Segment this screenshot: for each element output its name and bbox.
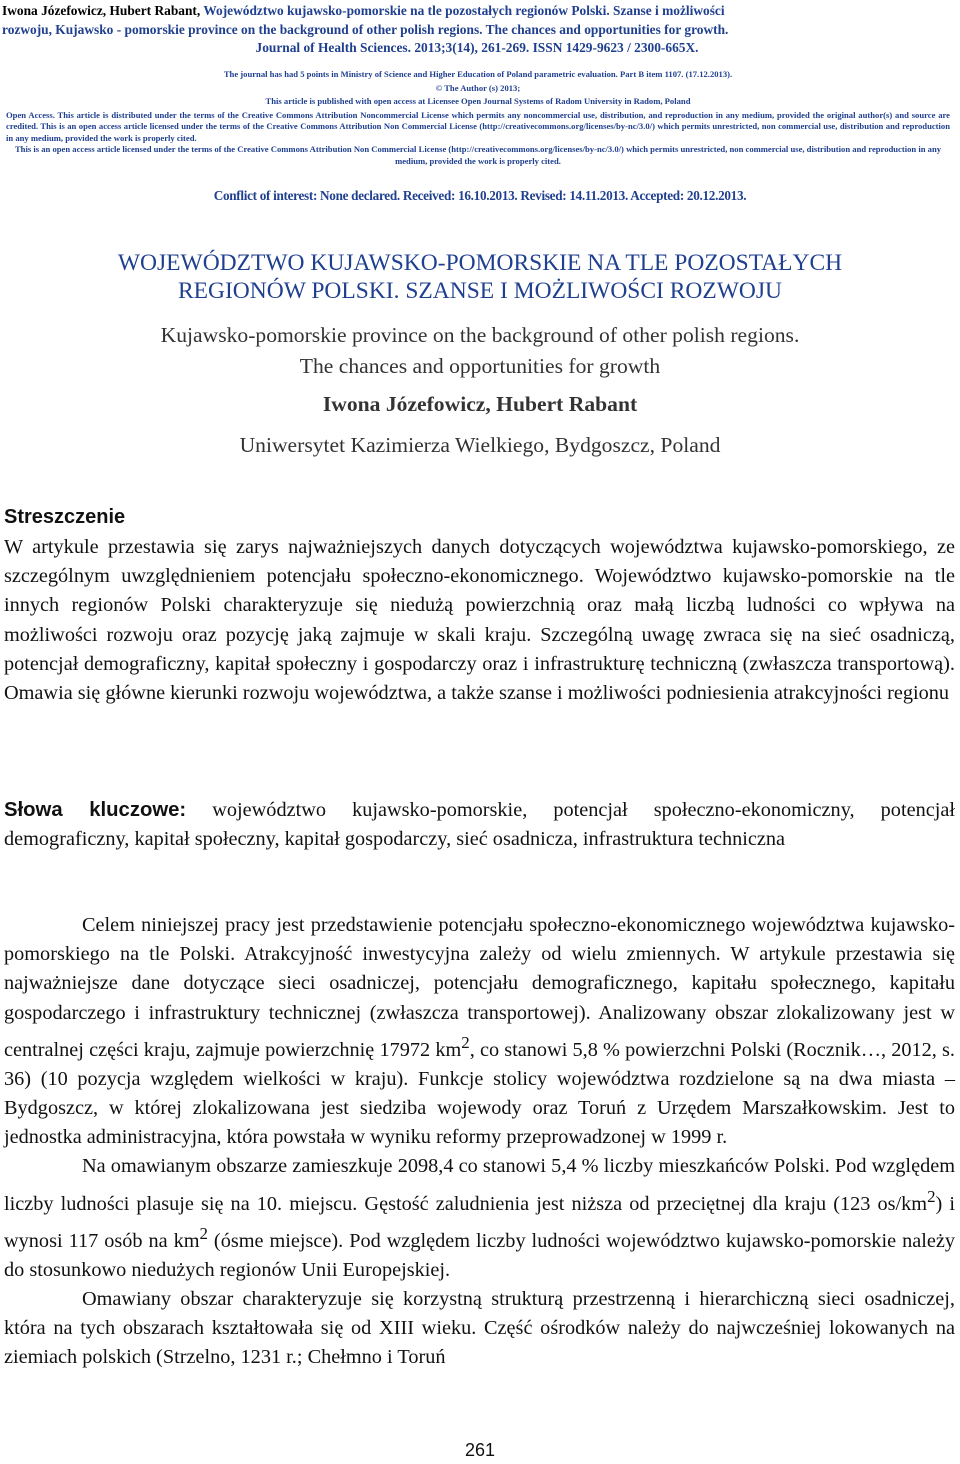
abstract-paragraph: W artykule przestawia się zarys najważniejszych danych dotyczących województwa kujawsko-pomorskiego, ze szczególnym uwzględnieniem potencjału społeczno-ekonomicznego. Województwo kujawsko-pomorskie na tle innych regionów Polski charakteryzuje się niedużą powierzchnią oraz małą liczbą ludności co wpływa na możliwości rozwoju oraz pozycję jaką zajmuje w skali kraju. Szczególną uwagę zwraca się na sieć osadniczą, potencjał demograficzny, kapitał społeczny i gospodarczy oraz i infrastrukturę techniczną (zwłaszcza transportową). Omawia się główne kierunki rozwoju województwa, a także szanse i możliwości podniesienia atrakcyjności regionu xyxy=(4,536,955,705)
citation-header xyxy=(2,2,952,58)
paragraph-2-part-a: Na omawianym obszarze zamieszkuje 2098,4 co stanowi 5,4 % liczby mieszkańców Polski. Pod względem liczby ludności plasuje się na 10. miejscu. Gęstość zaludnienia jest niższa od przeciętnej dla kraju (123 os/km xyxy=(4,1155,955,1215)
open-access-note: Open Access. This article is distributed under the terms of the Creative Commons Attribution Noncommercial License which permits any noncommercial use, distribution, and reproduction in any medium, provided the original author(s) and source are credited. This is an open access article licensed under the terms of the Creative Commons Attribution Non Commercial License (http://creativecommons.org/licenses/by-nc/3.0/) which permits unrestricted, non commercial use, distribution and reproduction in any medium, provided the work is properly cited. xyxy=(6,109,950,143)
author-names: Iwona Józefowicz, Hubert Rabant xyxy=(322,392,638,416)
superscript: 2 xyxy=(927,1186,936,1206)
abstract-text xyxy=(4,533,955,708)
citation-title-part: Województwo kujawsko-pomorskie na tle pozostałych regionów Polski. Szanse i możliwości xyxy=(200,3,725,18)
open-access-note-2: This is an open access article licensed under the terms of the Creative Commons Attribution Non Commercial License (http://creativecommons.org/licenses/by-nc/3.0/) which permits unrestricted, non commercial use, distribution and reproduction in any medium, provided the work is properly cited. xyxy=(14,144,942,166)
keywords-block xyxy=(4,796,955,854)
citation-line-1 xyxy=(2,2,952,21)
keywords-label: Słowa kluczowe: xyxy=(4,799,187,821)
paragraph-1-part-a: Celem niniejszej pracy jest przedstawienie potencjału społeczno-ekonomicznego województwa kujawsko-pomorskiego na tle Polski. Atrakcyjność inwestycyjna zależy od wielu zmiennych. W artykule przestawia się najważniejsze dane dotyczące sieci osadniczej, potencjału demograficznego, kapitału społecznego, kapitału gospodarczego i infrastruktury technicznej (zwłaszcza transportowej). Analizowany obszar zlokalizowany jest w centralnej części kraju, zajmuje powierzchnię 17972 km xyxy=(4,914,955,1061)
points-note: The journal has had 5 points in Ministry of Science and Higher Education of Poland parametric evaluation. Part B item 1107. (17.12.2013). xyxy=(223,69,733,79)
english-subtitle xyxy=(0,320,960,382)
paragraph-3: Omawiany obszar charakteryzuje się korzystną strukturą przestrzenną i hierarchiczną sieci osadniczej, która na tych obszarach kształtowała się od XIII wieku. Część ośrodków należy do najwcześniej lokowanych na ziemiach polskich (Strzelno, 1231 r.; Chełmno i Toruń xyxy=(4,1287,955,1369)
main-text xyxy=(4,911,955,1372)
subtitle-line-2: The chances and opportunities for growth xyxy=(299,354,661,378)
paragraph-1-part-b: , co stanowi 5,8 % powierzchni Polski (Rocznik…, 2012, s. 36) (10 pozycja względem wielkości w kraju). Funkcje stolicy województwa rozdzielone są na dwa miasta – Bydgoszcz, w której zlokalizowana jest siedziba wojewody oraz Toruń z Urzędem Marszałkowskim. Jest to jednostka administracyjna, która powstała w wyniku reformy przeprowadzonej w 1999 r. xyxy=(4,1038,955,1149)
affiliation: Uniwersytet Kazimierza Wielkiego, Bydgoszcz, Poland xyxy=(239,433,721,457)
citation-line-2: rozwoju, Kujawsko - pomorskie province on the background of other polish regions. The chances and opportunities for growth. xyxy=(2,21,729,37)
superscript: 2 xyxy=(199,1223,208,1243)
superscript: 2 xyxy=(461,1032,470,1052)
abstract-heading: Streszczenie xyxy=(4,506,126,528)
conflict-dates: Conflict of interest: None declared. Received: 16.10.2013. Revised: 14.11.2013. Accepted: 20.12.2013. xyxy=(213,188,747,203)
citation-line-3: Journal of Health Sciences. 2013;3(14), 261-269. ISSN 1429-9623 / 2300-665X. xyxy=(255,40,699,55)
page-number: 261 xyxy=(464,1440,496,1460)
paragraph-2 xyxy=(4,1152,955,1284)
published-note: This article is published with open access at Licensee Open Journal Systems of Radom University in Radom, Poland xyxy=(265,96,691,106)
copyright-note: © The Author (s) 2013; xyxy=(435,82,521,93)
paragraph-2-part-b: ) i wynosi 117 osób na km xyxy=(4,1192,955,1252)
journal-notice xyxy=(6,69,950,167)
paper-title xyxy=(0,249,960,305)
title-line-2: REGIONÓW POLSKI. SZANSE I MOŻLIWOŚCI ROZWOJU xyxy=(177,278,782,304)
title-line-1: WOJEWÓDZTWO KUJAWSKO-POMORSKIE NA TLE POZOSTAŁYCH xyxy=(117,250,843,276)
citation-authors: Iwona Józefowicz, Hubert Rabant, xyxy=(2,3,201,18)
keywords-list: województwo kujawsko-pomorskie, potencjał społeczno-ekonomiczny, potencjał demograficzny, kapitał społeczny, kapitał gospodarczy, sieć osadnicza, infrastruktura techniczna xyxy=(4,799,955,851)
paragraph-1 xyxy=(4,911,955,1152)
paragraph-2-part-c: (ósme miejsce). Pod względem liczby ludności województwo kujawsko-pomorskie należy do stosunkowo niedużych regionów Unii Europejskiej. xyxy=(4,1229,955,1281)
subtitle-line-1: Kujawsko-pomorskie province on the background of other polish regions. xyxy=(160,323,800,347)
